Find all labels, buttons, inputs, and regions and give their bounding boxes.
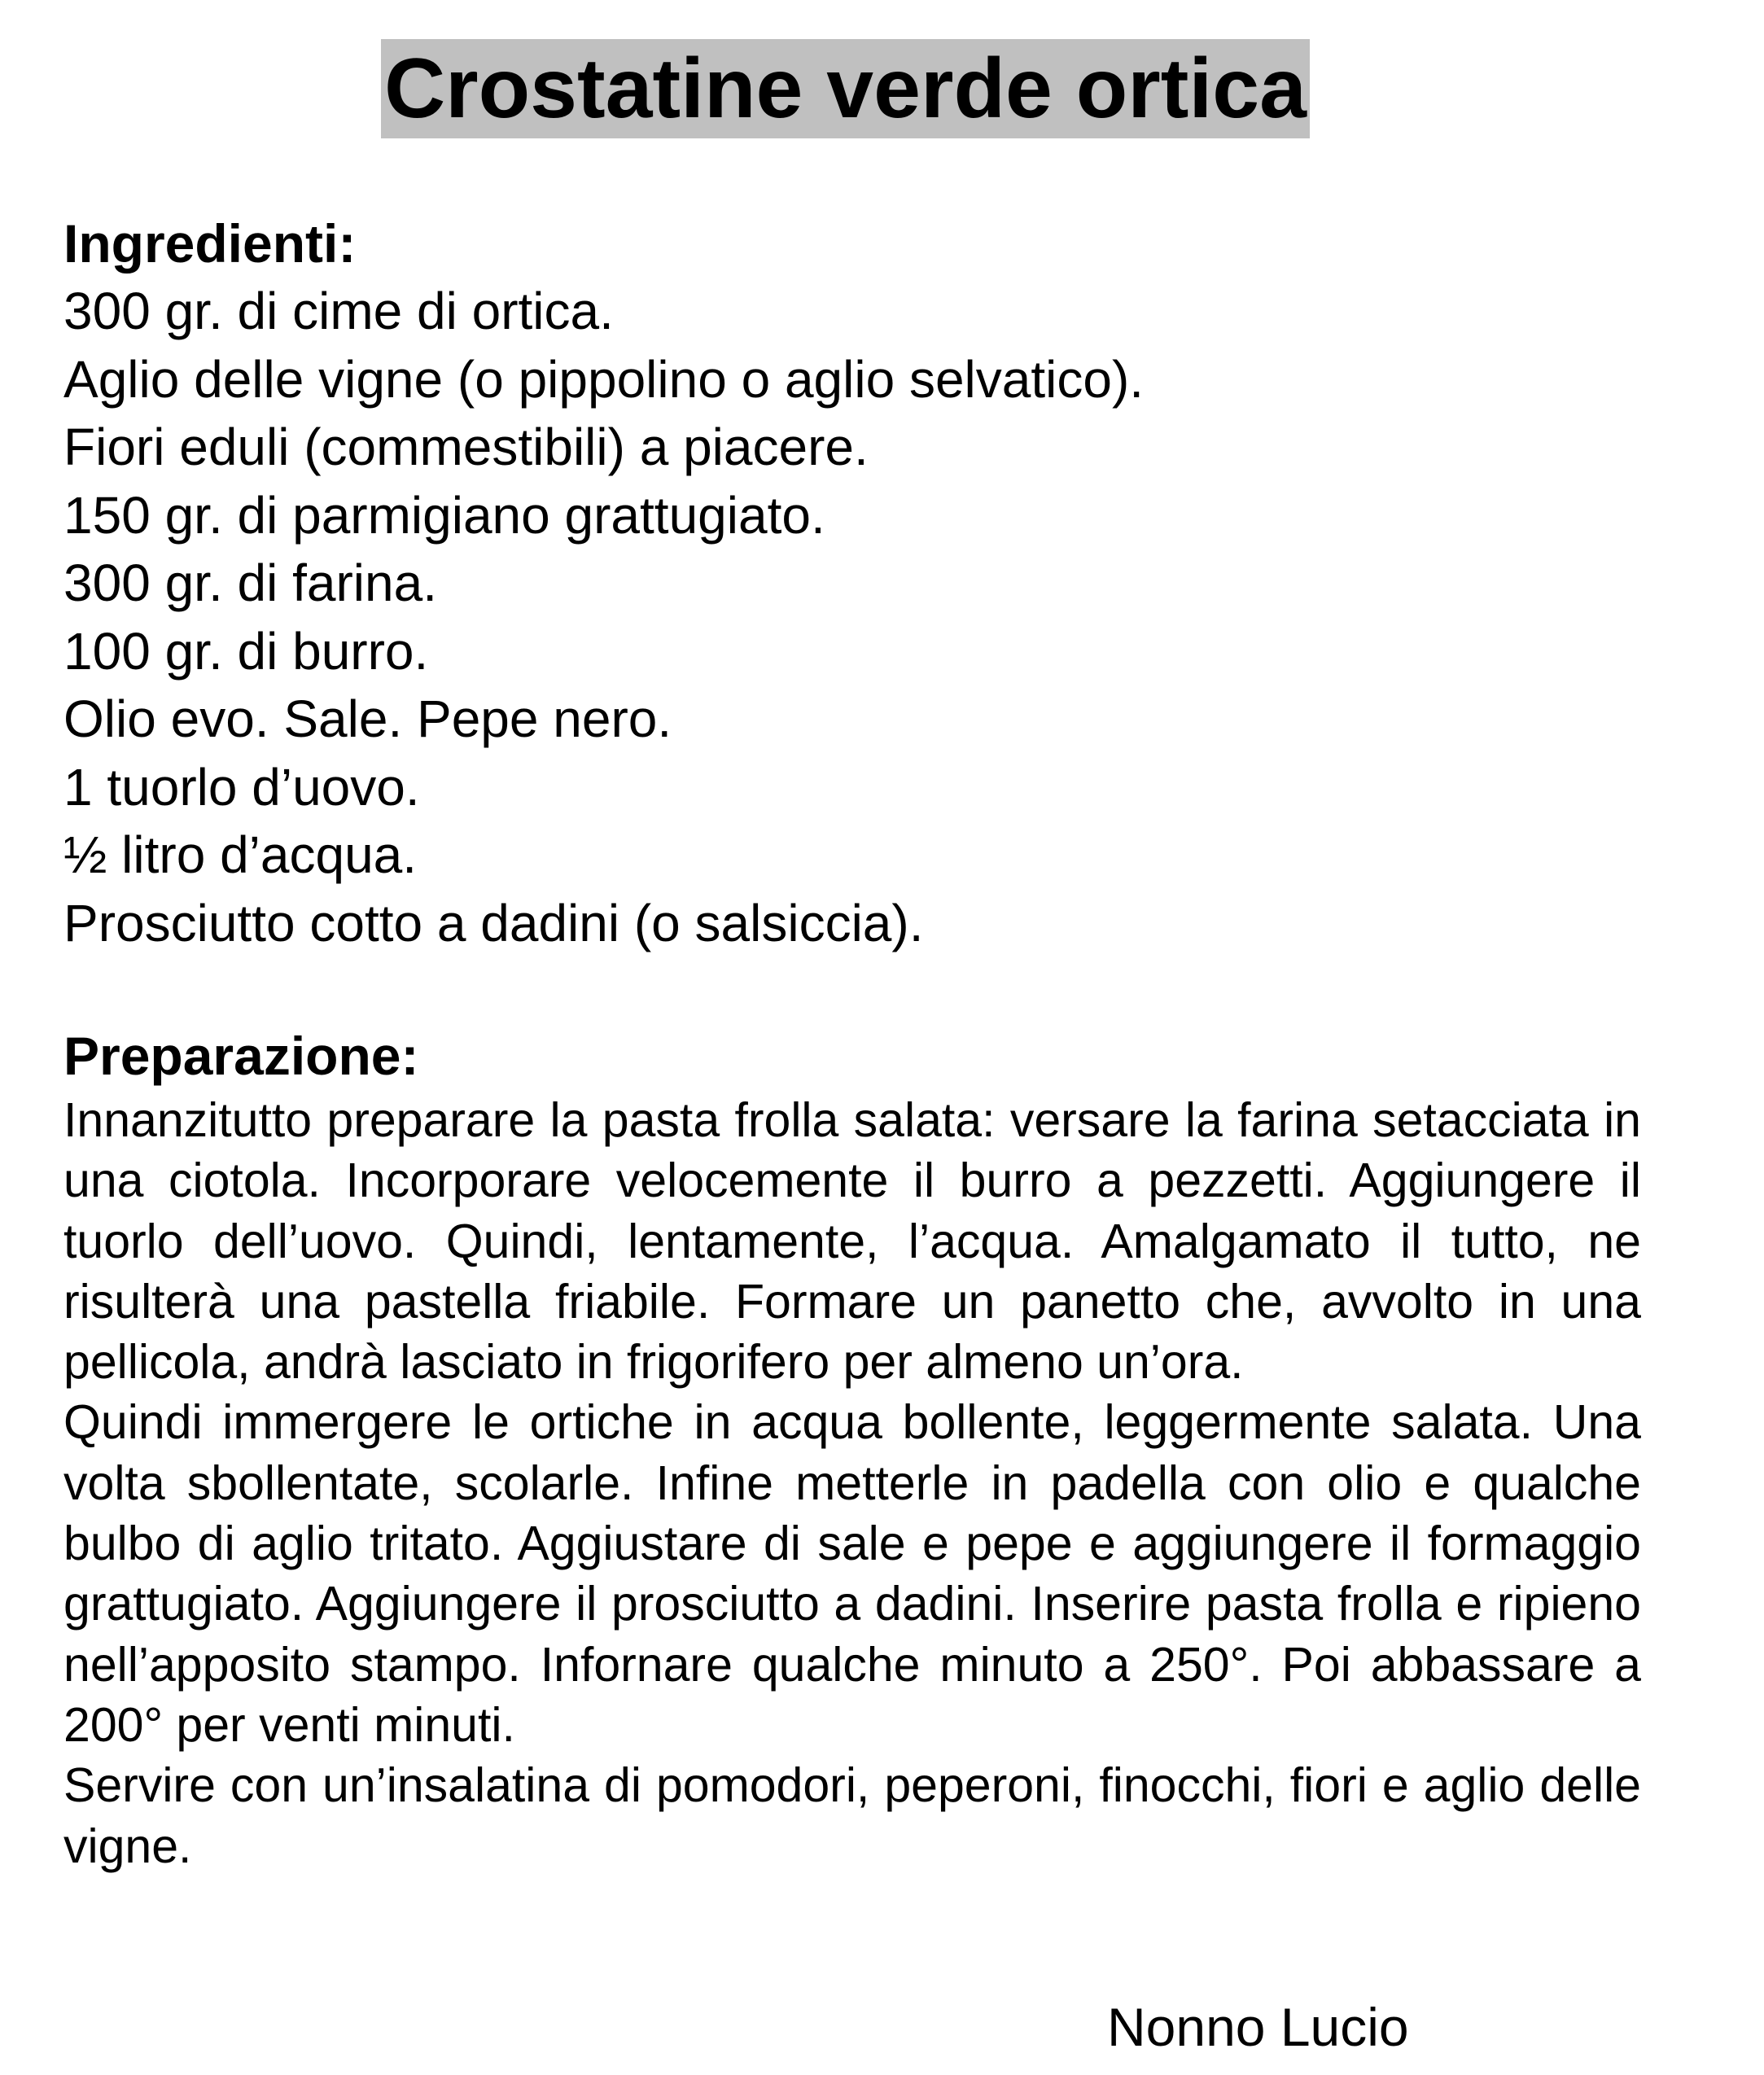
title-container	[0, 39, 1764, 138]
recipe-title: Crostatine verde ortica	[381, 39, 1310, 138]
ingredient-item: 150 gr. di parmigiano grattugiato.	[63, 485, 825, 545]
ingredient-item: 300 gr. di cime di ortica.	[63, 282, 614, 340]
ingredient-item: Olio evo. Sale. Pepe nero.	[63, 689, 672, 748]
preparation-paragraph: Quindi immergere le ortiche in acqua bollente, leggermente salata. Una volta sbollentate, scolarle. Infine metterle in padella con olio e qualche bulbo di aglio tritato. Aggiustare di sale e pepe e aggiungere il formaggio grattugiato. Aggiungere il prosciutto a dadini. Inserire pasta frolla e ripieno nell’apposito stampo. Infornare qualche minuto a 250°. Poi abbassare a 200° per venti minuti.	[63, 1395, 1641, 1752]
ingredient-item: Fiori eduli (commestibili) a piacere.	[63, 418, 869, 476]
preparation-paragraph: Servire con un’insalatina di pomodori, peperoni, finocchi, fiori e aglio delle vigne.	[63, 1758, 1641, 1873]
ingredient-item: Prosciutto cotto a dadini (o salsiccia).	[63, 893, 924, 952]
preparation-heading: Preparazione:	[63, 1026, 419, 1086]
ingredient-item: 1 tuorlo d’uovo.	[63, 757, 420, 816]
preparation-paragraph: Innanzitutto preparare la pasta frolla salata: versare la farina setacciata in una ciotola. Incorporare velocemente il burro a pezzetti. Aggiungere il tuorlo dell’uovo. Quindi, lentamente, l’acqua. Amalgamato il tutto, ne risulterà una pastella friabile. Formare un panetto che, avvolto in una pellicola, andrà lasciato in frigorifero per almeno un’ora.	[63, 1093, 1641, 1390]
ingredient-item: ½ litro d’acqua.	[63, 825, 418, 884]
ingredients-heading: Ingredienti:	[63, 213, 357, 274]
author-signature: Nonno Lucio	[1107, 1997, 1409, 2057]
ingredient-item: 300 gr. di farina.	[63, 554, 437, 612]
ingredient-item: 100 gr. di burro.	[63, 621, 429, 681]
ingredients-list	[63, 278, 1144, 957]
ingredient-item: Aglio delle vigne (o pippolino o aglio selvatico).	[63, 349, 1145, 409]
preparation-body	[63, 1090, 1641, 1876]
